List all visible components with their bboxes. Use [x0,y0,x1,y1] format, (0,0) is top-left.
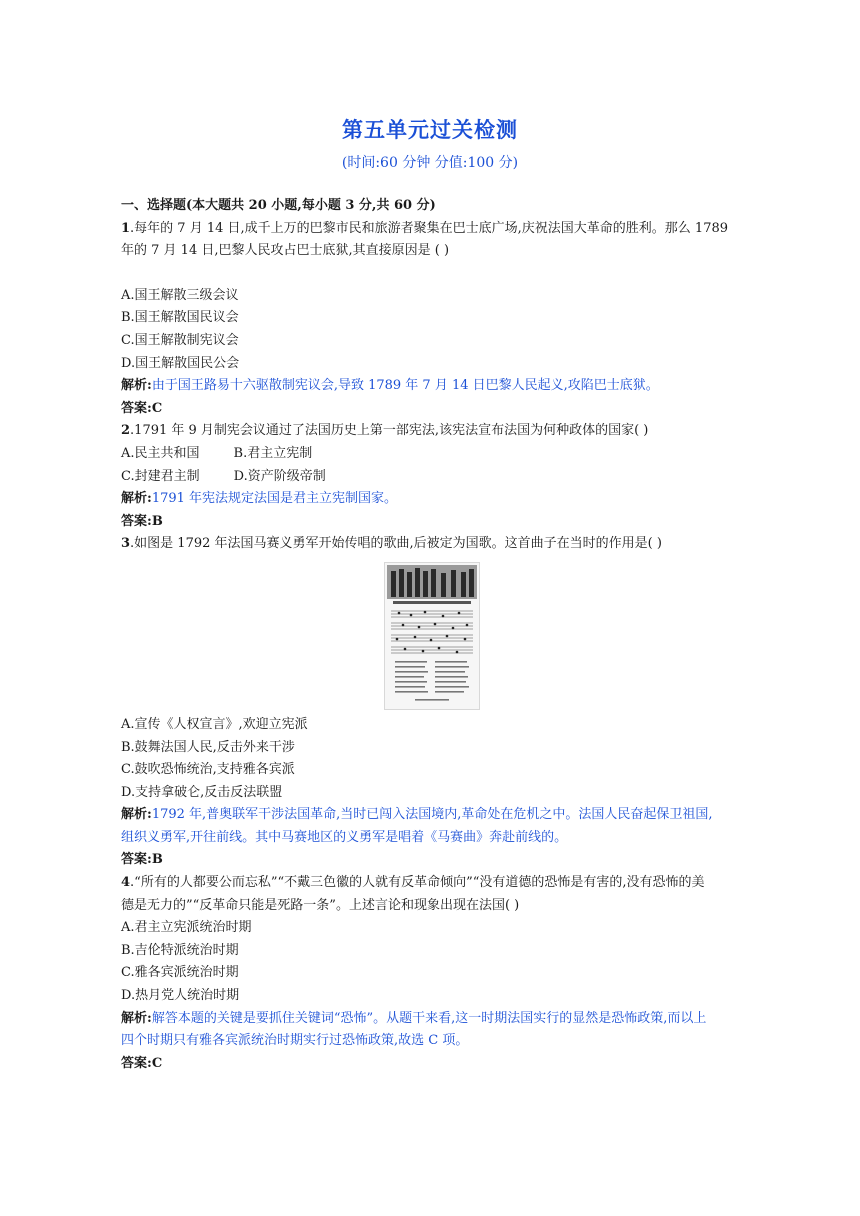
question-4-text: .“所有的人都要公而忘私”“不戴三色徽的人就有反革命倾向”“没有道德的恐怖是有害的,没有恐怖的美 [130,875,705,891]
question-2-text: .1791 年 9 月制宪会议通过了法国历史上第一部宪法,该宪法宣布法国为何种政体的国家( ) [130,423,649,439]
question-2-number: 2 [121,423,131,439]
q3-analysis-line-1 [121,804,743,827]
q4-answer-value: C [151,1055,163,1071]
question-4-line-2: 德是无力的”“反革命只能是死路一条”。上述言论和现象出现在法国( ) [121,897,520,913]
q3-analysis-text-1: 1792 年,普奥联军干涉法国革命,当时已闯入法国境内,革命处在危机之中。法国人民奋起保卫祖国, [151,807,713,823]
q4-analysis-text-1: 解答本题的关键是要抓住关键词“恐怖”。从题干来看,这一时期法国实行的显然是恐怖政策,而以上 [151,1010,707,1026]
q1-option-b: B.国王解散国民议会 [121,310,239,326]
page-title: 第五单元过关检测 [342,117,518,142]
q1-option-c: C.国王解散制宪议会 [121,332,239,348]
q2-answer [121,511,743,534]
section-heading: 一、选择题(本大题共 20 小题,每小题 3 分,共 60 分) [121,198,436,213]
q4-option-b: B.吉伦特派统治时期 [121,942,239,958]
q2-option-c: C.封建君主制 [121,468,200,484]
answer-label: 答案: [121,1055,152,1071]
q4-analysis-line-2: 四个时期只有雅各宾派统治时期实行过恐怖政策,故选 C 项。 [121,1033,469,1049]
q1-analysis-text: 由于国王路易十六驱散制宪议会,导致 1789 年 7 月 14 日巴黎人民起义,攻陷巴士底狱。 [151,378,659,394]
q4-option-d: D.热月党人统治时期 [121,988,240,1004]
q4-option-a: A.君主立宪派统治时期 [121,920,252,936]
question-2-line-1 [121,420,743,443]
analysis-label: 解析: [121,378,152,394]
q4-option-c: C.雅各宾派统治时期 [121,965,239,981]
question-1-line-2: 年的 7 月 14 日,巴黎人民攻占巴士底狱,其直接原因是 ( ) [121,243,450,259]
question-3-number: 3 [121,536,131,552]
page-subtitle: (时间:60 分钟 分值:100 分) [341,155,519,171]
q2-option-d: D.资产阶级帝制 [233,468,326,484]
q4-analysis-line-1 [121,1008,743,1031]
q4-answer [121,1053,743,1076]
document-body [121,195,743,1075]
question-3-text: .如图是 1792 年法国马赛义勇军开始传唱的歌曲,后被定为国歌。这首曲子在当时的作用是( ) [130,536,662,552]
q2-option-a: A.民主共和国 [121,445,200,461]
q2-analysis-text: 1791 年宪法规定法国是君主立宪制国家。 [151,491,398,507]
question-1-number: 1 [121,220,131,236]
question-1-text: .每年的 7 月 14 日,成千上万的巴黎市民和旅游者聚集在巴士底广场,庆祝法国大革命的胜利。那么 1789 [130,220,729,236]
spacer [121,263,743,285]
q1-answer [121,398,743,421]
question-4-number: 4 [121,875,131,891]
sheet-music-illustration [385,563,479,709]
q3-option-b: B.鼓舞法国人民,反击外来干涉 [121,739,295,755]
question-4-line-1 [121,872,743,895]
answer-label: 答案: [121,513,152,529]
question-3-line-1 [121,533,743,556]
q3-option-a: A.宣传《人权宣言》,欢迎立宪派 [121,716,308,732]
q3-analysis-line-2: 组织义勇军,开往前线。其中马赛地区的义勇军是唱着《马赛曲》奔赴前线的。 [121,829,568,845]
q2-answer-value: B [151,513,163,529]
answer-label: 答案: [121,852,152,868]
answer-label: 答案: [121,400,152,416]
q2-options-row-2 [121,466,743,489]
analysis-label: 解析: [121,1010,152,1026]
q2-option-b: B.君主立宪制 [233,445,313,461]
question-1-line-1 [121,218,743,241]
q3-answer-value: B [151,852,163,868]
q2-analysis [121,488,743,511]
q1-analysis [121,375,743,398]
q3-option-c: C.鼓吹恐怖统治,支持雅各宾派 [121,762,295,778]
analysis-label: 解析: [121,491,152,507]
q3-answer [121,849,743,872]
q1-option-a: A.国王解散三级会议 [121,287,239,303]
analysis-label: 解析: [121,807,152,823]
q3-option-d: D.支持拿破仑,反击反法联盟 [121,784,283,800]
q1-option-d: D.国王解散国民公会 [121,355,240,371]
marseillaise-sheet-music-image [384,562,480,710]
q1-answer-value: C [151,400,163,416]
q2-options-row-1 [121,443,743,466]
